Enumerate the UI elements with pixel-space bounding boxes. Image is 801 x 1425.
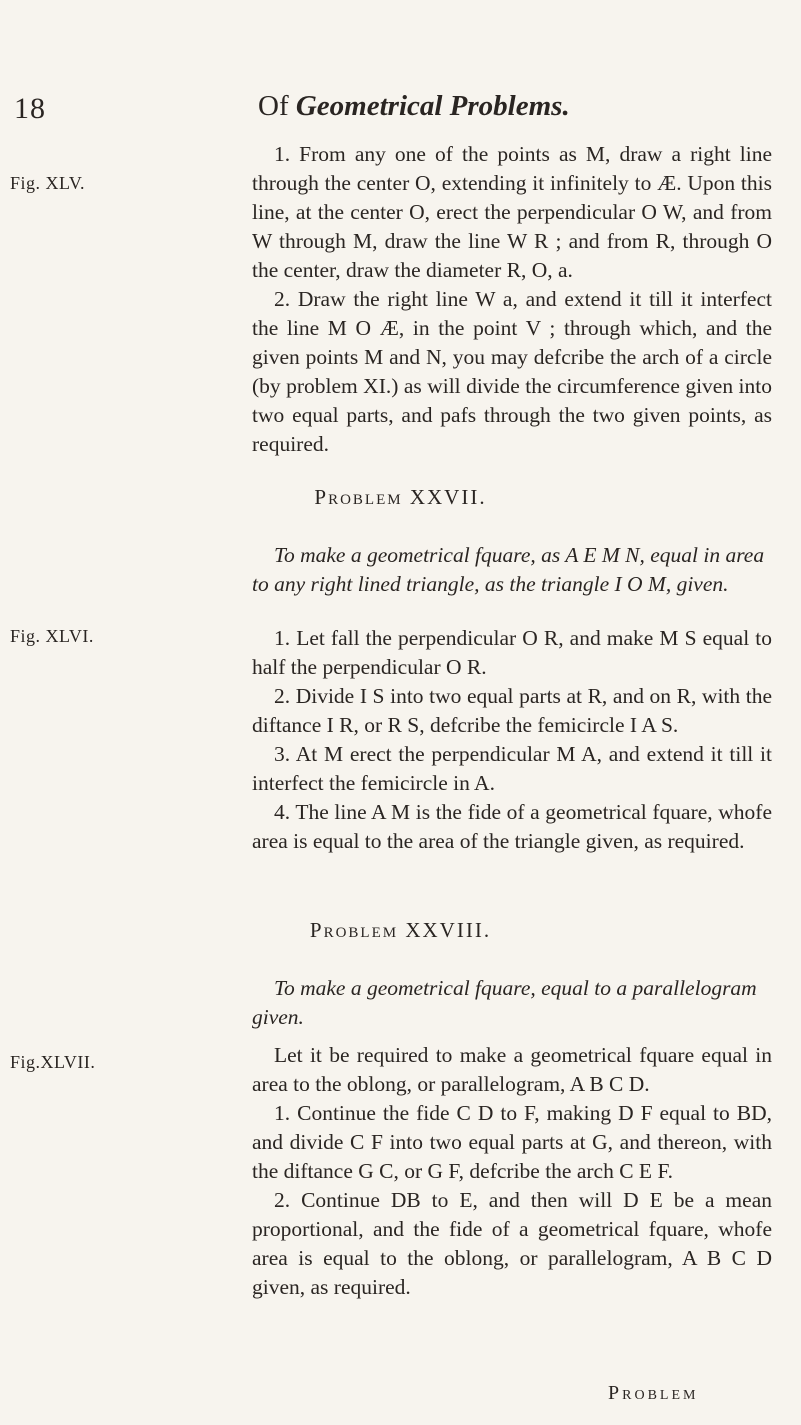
running-head (258, 90, 570, 123)
page-number: 18 (14, 92, 46, 125)
paragraph-2: 2. Draw the right line W a, and extend it till it interfect the line M O Æ, in the point V ; through which, and the given points M and N, you may defcribe the arch of a circle (by problem XI.) as will divide the circumference given into two equal parts, and pafs through the two given points, as required. (252, 287, 772, 456)
section-a (252, 140, 772, 459)
problem-27-heading: Problem XXVII. (314, 485, 487, 509)
paragraph-1: 1. From any one of the points as M, draw a right line through the center O, extending it infinitely to Æ. Upon this line, at the center O, erect the perpendicular O W, and from W through M, draw the line W R ; and from R, through O the center, draw the diameter R, O, a. (252, 142, 772, 282)
problem-28-heading: Problem XXVIII. (309, 918, 492, 942)
problem-27-step-1: 1. Let fall the perpendicular O R, and make M S equal to half the perpendicular O R. (252, 626, 772, 679)
problem-28-subtitle: To make a geometrical fquare, equal to a parallelogram given. (252, 976, 757, 1029)
running-head-prefix: Of (258, 90, 289, 122)
problem-27-step-2: 2. Divide I S into two equal parts at R, and on R, with the diftance I R, or R S, defcribe the femicircle I A S. (252, 684, 772, 737)
margin-note-fig45: Fig. XLV. (10, 173, 86, 193)
margin-note-fig46: Fig. XLVI. (10, 626, 94, 646)
running-head-title: Geometrical Problems. (295, 90, 570, 122)
catchword: Problem (608, 1382, 699, 1404)
margin-note-fig47: Fig.XLVII. (10, 1052, 96, 1072)
problem-28-body (252, 1041, 772, 1302)
problem-27-step-3: 3. At M erect the perpendicular M A, and extend it till it interfect the femicircle in A. (252, 742, 772, 795)
problem-27-subtitle: To make a geometrical fquare, as A E M N, equal in area to any right lined triangle, as the triangle I O M, given. (252, 543, 765, 596)
problem-28-step-1: 1. Continue the fide C D to F, making D F equal to BD, and divide C F into two equal parts at G, and thereon, with the diftance G C, or G F, defcribe the arch C E F. (252, 1101, 772, 1183)
problem-28-step-2: 2. Continue DB to E, and then will D E be a mean proportional, and the fide of a geometrical fquare, whofe area is equal to the oblong, or parallelogram, A B C D given, as required. (252, 1188, 772, 1299)
problem-27-body (252, 624, 772, 856)
problem-27-step-4: 4. The line A M is the fide of a geometrical fquare, whofe area is equal to the area of the triangle given, as required. (252, 800, 772, 853)
problem-28-intro: Let it be required to make a geometrical fquare equal in area to the oblong, or parallelogram, A B C D. (252, 1043, 772, 1096)
